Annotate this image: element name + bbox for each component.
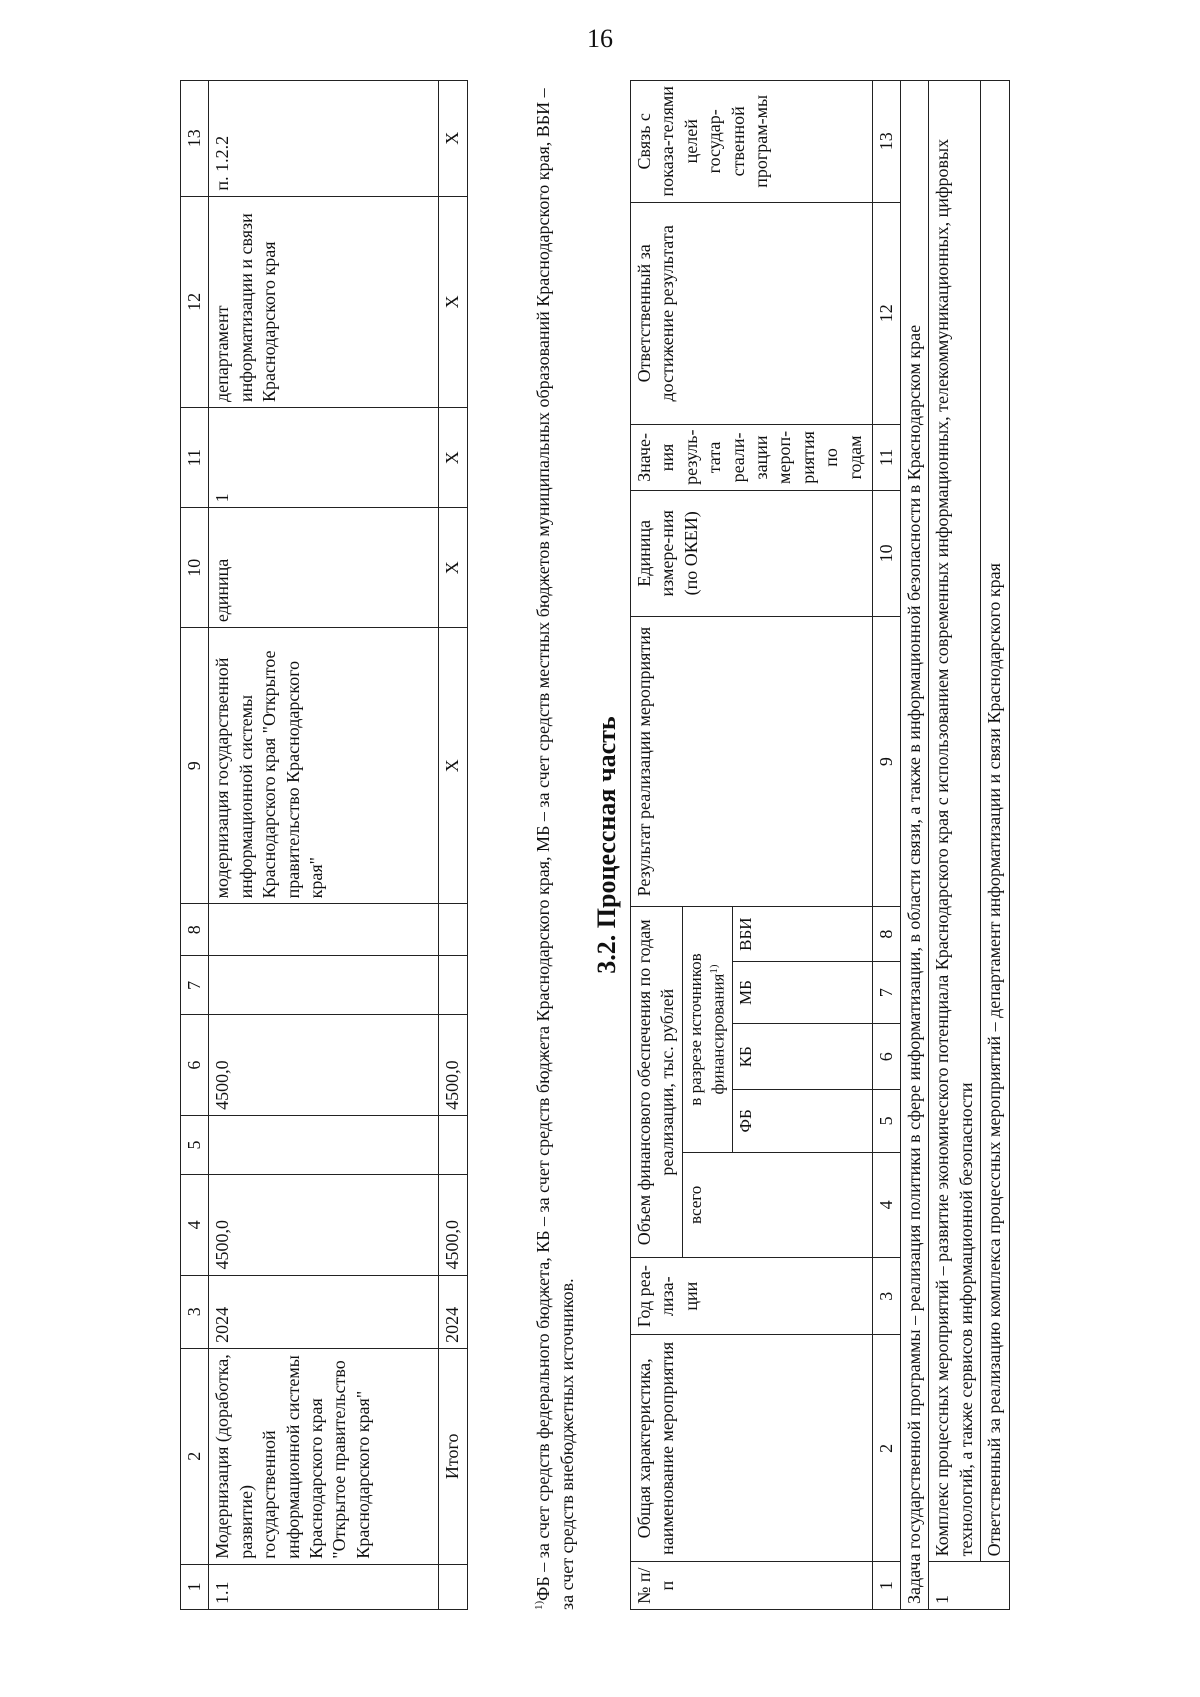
col-num-7: 7	[181, 956, 209, 1015]
responsible: департамент информатизации и связи Краснодарского края	[209, 196, 439, 407]
col-num-9: 9	[181, 628, 209, 904]
landscape-content	[180, 80, 1140, 1610]
col-num-1: 1	[181, 1564, 209, 1609]
col-num-8: 8	[181, 904, 209, 956]
col-num-4: 4	[181, 1175, 209, 1275]
measure-name: Модернизация (доработка, развитие) государственной информационной системы Краснодарского края "Открытое правительство Краснодарского края"	[209, 1348, 439, 1564]
task-row	[901, 81, 929, 1610]
col-num-3: 3	[872, 1258, 900, 1335]
col-num-11: 11	[872, 425, 900, 491]
header-name: Общая характеристика, наименование мероприятия	[631, 1335, 873, 1562]
col-num-12: 12	[872, 202, 900, 424]
col-num-1: 1	[872, 1562, 900, 1610]
link: п. 1.2.2	[209, 81, 439, 197]
footnote-text: ФБ – за счет средств федерального бюджета, КБ – за счет средств бюджета Краснодарского края, МБ – за счет средств местных бюджетов муниципальных образований Краснодарского края, ВБИ – за счет средств внебюджетных источников.	[533, 88, 577, 1610]
responsible-row	[981, 81, 1009, 1610]
by-source-label: в разрезе источников финансирования	[685, 953, 728, 1106]
col-num-7: 7	[872, 961, 900, 1023]
col-num-4: 4	[872, 1152, 900, 1258]
total-link: X	[439, 81, 467, 197]
total-value: X	[439, 408, 467, 508]
section-title: 3.2. Процессная часть	[592, 716, 621, 974]
result: модернизация государственной информационной системы Краснодарского края "Открытое правительство Краснодарского края"	[209, 628, 439, 904]
column-number-row	[181, 81, 209, 1610]
header-value: Значе-ния резуль-тата реали-зации мероп-риятия по годам	[631, 425, 873, 491]
header-row-1	[631, 81, 683, 1610]
col-num-8: 8	[872, 907, 900, 961]
total-result: X	[439, 628, 467, 904]
col-num-10: 10	[872, 490, 900, 616]
total-unit: X	[439, 508, 467, 628]
col-num-12: 12	[181, 196, 209, 407]
col-num-11: 11	[181, 408, 209, 508]
col-num-3: 3	[181, 1275, 209, 1348]
header-link: Связь с показа-телями целей государ-ственной програм-мы	[631, 81, 873, 203]
col-num-2: 2	[872, 1335, 900, 1562]
responsible-text: Ответственный за реализацию комплекса процессных мероприятий – департамент информатизации и связи Краснодарского края	[981, 81, 1009, 1562]
complex-number: 1	[929, 1562, 1009, 1610]
header-year: Год реа-лиза-ции	[631, 1258, 873, 1335]
col-num-9: 9	[872, 616, 900, 907]
page-number: 16	[587, 24, 613, 53]
total-amount: 4500,0	[209, 1175, 439, 1275]
col-num-2: 2	[181, 1348, 209, 1564]
task-text: Задача государственной программы – реализация политики в сфере информатизации, в области связи, а также в информационной безопасности в Краснодарском крае	[901, 81, 929, 1610]
footnote	[532, 80, 580, 1610]
total-vbi	[439, 904, 467, 956]
kb-amount: 4500,0	[209, 1015, 439, 1115]
header-finance: Объем финансового обеспечения по годам реализации, тыс. рублей	[631, 907, 683, 1258]
header-n: № п/п	[631, 1562, 873, 1610]
header-kb: КБ	[732, 1024, 872, 1090]
header-mb: МБ	[732, 961, 872, 1023]
footnote-marker: 1)	[533, 1600, 545, 1610]
process-part-table	[630, 80, 1010, 1610]
header-fb: ФБ	[732, 1090, 872, 1152]
complex-text: Комплекс процессных мероприятий – развитие экономического потенциала Краснодарского края с использованием современных информационных, телекоммуникационных, цифровых технологий, а также сервисов информационной безопасности	[929, 81, 981, 1562]
total-fb	[439, 1115, 467, 1174]
header-responsible: Ответственный за достижение результата	[631, 202, 873, 424]
total-row	[439, 81, 467, 1610]
total-year: 2024	[439, 1275, 467, 1348]
unit: единица	[209, 508, 439, 628]
header-unit: Единица измере-ния (по ОКЕИ)	[631, 490, 873, 616]
total-label: Итого	[439, 1348, 467, 1564]
header-vbi: ВБИ	[732, 907, 872, 961]
value: 1	[209, 408, 439, 508]
year: 2024	[209, 1275, 439, 1348]
col-num-5: 5	[181, 1115, 209, 1174]
col-num-13: 13	[872, 81, 900, 203]
col-num-6: 6	[181, 1015, 209, 1115]
col-num-5: 5	[872, 1090, 900, 1152]
header-by-source	[682, 907, 732, 1152]
measures-table-continued	[180, 80, 468, 1610]
vbi-amount	[209, 904, 439, 956]
mb-amount	[209, 956, 439, 1015]
total-responsible: X	[439, 196, 467, 407]
col-num-10: 10	[181, 508, 209, 628]
by-source-footnote-marker: 1)	[707, 964, 720, 974]
fb-amount	[209, 1115, 439, 1174]
table-row	[209, 81, 439, 1610]
column-number-row	[872, 81, 900, 1610]
total-total: 4500,0	[439, 1175, 467, 1275]
complex-row	[929, 81, 981, 1610]
header-total: всего	[682, 1152, 872, 1258]
header-result: Результат реализации мероприятия	[631, 616, 873, 907]
total-mb	[439, 956, 467, 1015]
col-num-13: 13	[181, 81, 209, 197]
total-kb: 4500,0	[439, 1015, 467, 1115]
row-number: 1.1	[209, 1564, 439, 1609]
col-num-6: 6	[872, 1024, 900, 1090]
